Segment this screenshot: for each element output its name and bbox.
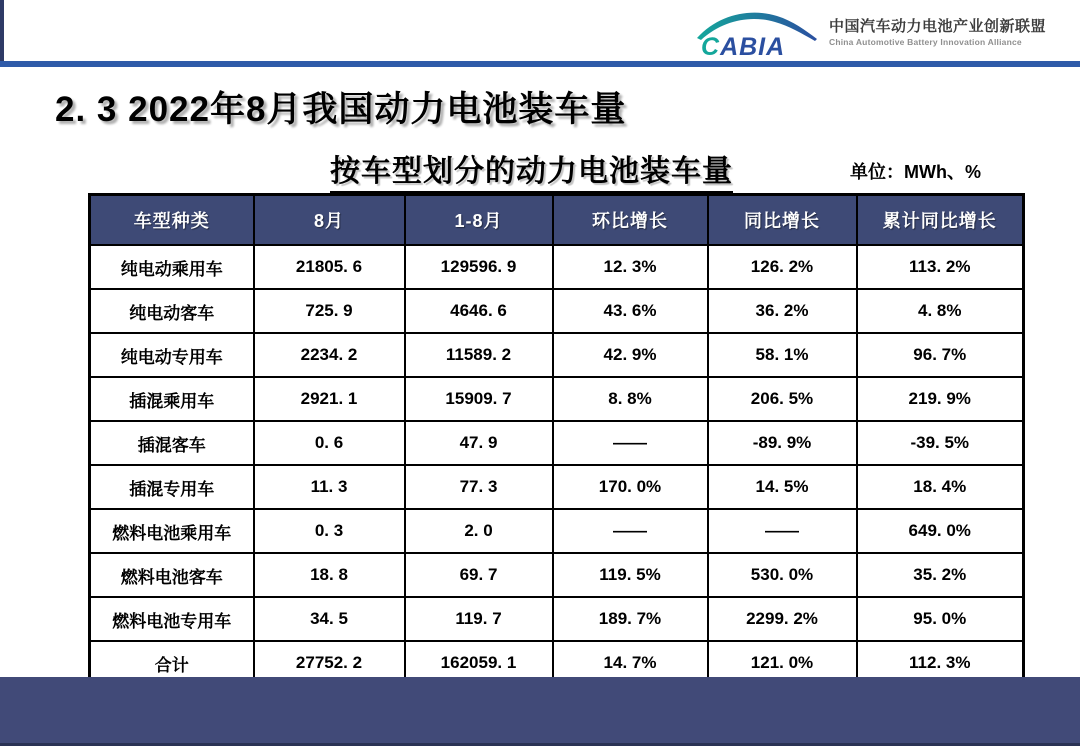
cell: 219. 9% [857,377,1024,421]
cell: 8. 8% [553,377,708,421]
table-body [90,245,1024,686]
table-row [90,421,1024,465]
cell: 27752. 2 [254,641,405,686]
table-row [90,333,1024,377]
cell: 112. 3% [857,641,1024,686]
cell: 121. 0% [708,641,857,686]
cell: 170. 0% [553,465,708,509]
table-row [90,377,1024,421]
cell: 14. 7% [553,641,708,686]
page-title: 2. 3 2022年8月我国动力电池装车量 [55,90,627,129]
row-label: 插混乘用车 [90,377,254,421]
header-cell-cumulative-yoy-growth: 累计同比增长 [857,195,1024,246]
cell: 11589. 2 [405,333,553,377]
svg-text:CABIA: CABIA [700,33,786,60]
header-cell-jan-aug: 1-8月 [405,195,553,246]
table-row [90,465,1024,509]
cell: 35. 2% [857,553,1024,597]
header-cell-vehicle-type: 车型种类 [90,195,254,246]
battery-data-table [88,193,1025,687]
cell: 2234. 2 [254,333,405,377]
cell: 15909. 7 [405,377,553,421]
cell: —— [553,509,708,553]
cell: -39. 5% [857,421,1024,465]
cell: 77. 3 [405,465,553,509]
row-label: 纯电动客车 [90,289,254,333]
cell: 0. 3 [254,509,405,553]
cell: 36. 2% [708,289,857,333]
cabia-logo-icon [693,6,821,60]
table-row [90,289,1024,333]
cell: 43. 6% [553,289,708,333]
cell: 0. 6 [254,421,405,465]
cell: 47. 9 [405,421,553,465]
cell: 18. 8 [254,553,405,597]
table-row [90,245,1024,289]
cell: -89. 9% [708,421,857,465]
table-row [90,597,1024,641]
cell: 126. 2% [708,245,857,289]
unit-label: 单位：MWh、% [850,162,981,182]
cell: 12. 3% [553,245,708,289]
cell: —— [708,509,857,553]
org-names [829,18,1046,47]
cell: 206. 5% [708,377,857,421]
cell: 4646. 6 [405,289,553,333]
row-label: 插混客车 [90,421,254,465]
cell: 2. 0 [405,509,553,553]
cell: 530. 0% [708,553,857,597]
cell: 119. 5% [553,553,708,597]
cell: 34. 5 [254,597,405,641]
table-title: 按车型划分的动力电池装车量 [330,146,733,194]
table-row [90,553,1024,597]
header-divider-line [0,61,1080,67]
org-name-cn: 中国汽车动力电池产业创新联盟 [828,18,1046,36]
cabia-logo [693,6,1046,60]
cell: 69. 7 [405,553,553,597]
cell: 58. 1% [708,333,857,377]
row-label: 合计 [90,641,254,686]
cell: 129596. 9 [405,245,553,289]
cell: 2299. 2% [708,597,857,641]
org-name-en: China Automotive Battery Innovation Alliance [828,37,1022,48]
cell: 42. 9% [553,333,708,377]
cell: 14. 5% [708,465,857,509]
header-cell-mom-growth: 环比增长 [553,195,708,246]
cell: 18. 4% [857,465,1024,509]
row-label: 纯电动乘用车 [90,245,254,289]
row-label: 燃料电池专用车 [90,597,254,641]
cell: 21805. 6 [254,245,405,289]
left-edge-stripe [0,0,4,63]
header-row [90,195,1024,246]
header-cell-yoy-growth: 同比增长 [708,195,857,246]
cell: 189. 7% [553,597,708,641]
cell: 119. 7 [405,597,553,641]
header-cell-august: 8月 [254,195,405,246]
cell: 96. 7% [857,333,1024,377]
cell: 11. 3 [254,465,405,509]
cell: —— [553,421,708,465]
cell: 725. 9 [254,289,405,333]
cell: 162059. 1 [405,641,553,686]
cell: 649. 0% [857,509,1024,553]
cell: 4. 8% [857,289,1024,333]
cell: 113. 2% [857,245,1024,289]
row-label: 燃料电池乘用车 [90,509,254,553]
footer-bar [0,677,1080,746]
table-row [90,509,1024,553]
row-label: 燃料电池客车 [90,553,254,597]
row-label: 插混专用车 [90,465,254,509]
row-label: 纯电动专用车 [90,333,254,377]
cell: 95. 0% [857,597,1024,641]
cell: 2921. 1 [254,377,405,421]
